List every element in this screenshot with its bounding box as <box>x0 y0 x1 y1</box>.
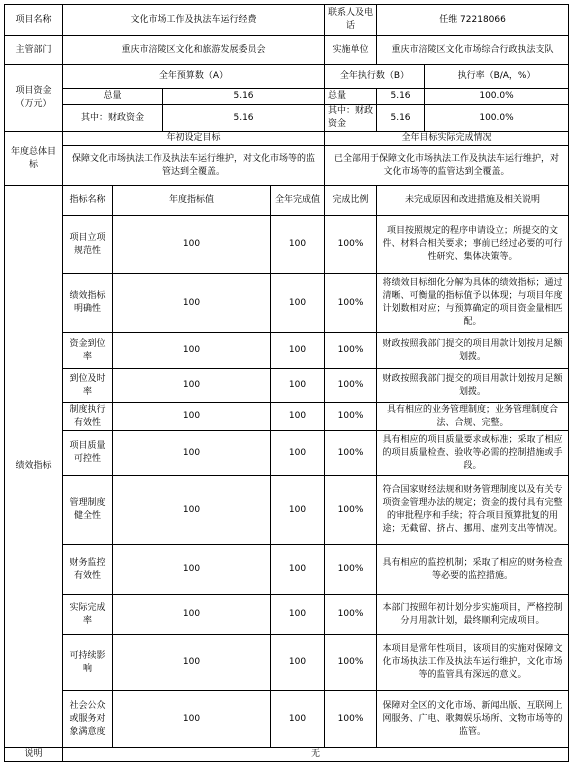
row-ratio: 100% <box>325 635 377 691</box>
table-row <box>5 274 569 333</box>
row-ratio: 100% <box>325 274 377 333</box>
total-exec: 5.16 <box>377 89 425 105</box>
row-target: 100 <box>113 216 271 274</box>
note-label: 说明 <box>5 748 63 762</box>
fiscal-label-2: 其中：财政资金 <box>325 105 377 132</box>
row-note: 财政按照我部门提交的项目用款计划按月足额划拨。 <box>377 369 569 403</box>
perf-header-row <box>5 186 569 216</box>
funds-label: 项目资金（万元） <box>5 65 63 132</box>
row-ratio: 100% <box>325 476 377 545</box>
table-row <box>5 476 569 545</box>
total-label: 总量 <box>63 89 163 105</box>
row-note: 保障对全区的文化市场、新闻出版、互联网上网服务、广电、歌舞娱乐场所、文物市场等的监管。 <box>377 691 569 748</box>
row-ratio: 100% <box>325 333 377 369</box>
goal-text-row <box>5 146 569 186</box>
row-done: 100 <box>271 545 325 595</box>
row-ratio: 100% <box>325 403 377 431</box>
row-ratio: 100% <box>325 216 377 274</box>
row-done: 100 <box>271 216 325 274</box>
goal-header-row <box>5 132 569 146</box>
impl-label: 实施单位 <box>325 36 377 65</box>
funds-fiscal-row <box>5 105 569 132</box>
row-done: 100 <box>271 274 325 333</box>
row-name: 管理制度健全性 <box>63 476 113 545</box>
row-done: 100 <box>271 476 325 545</box>
table-row <box>5 545 569 595</box>
row-note: 具有相应的监控机制；采取了相应的财务检查等必要的监控措施。 <box>377 545 569 595</box>
col-target: 年度指标值 <box>113 186 271 216</box>
table-row <box>5 403 569 431</box>
row-name: 项目立项规范性 <box>63 216 113 274</box>
rate-header: 执行率（B/A，%） <box>425 65 569 89</box>
fiscal-exec: 5.16 <box>377 105 425 132</box>
row-target: 100 <box>113 595 271 635</box>
row-done: 100 <box>271 635 325 691</box>
goal-set-text: 保障文化市场执法工作及执法车运行维护，对文化市场等的监管达到全覆盖。 <box>63 146 325 186</box>
budget-header: 全年预算数（A） <box>63 65 325 89</box>
table-row <box>5 333 569 369</box>
row-note: 项目按照规定的程序申请设立；所提交的文件、材料合相关要求；事前已经过必要的可行性研究、集体决策等。 <box>377 216 569 274</box>
funds-total-row <box>5 89 569 105</box>
row-target: 100 <box>113 635 271 691</box>
footer-row <box>5 748 569 762</box>
goal-actual-header: 全年目标实际完成情况 <box>325 132 569 146</box>
row-target: 100 <box>113 691 271 748</box>
table-row <box>5 369 569 403</box>
total-label-2: 总量 <box>325 89 377 105</box>
fiscal-label: 其中：财政资金 <box>63 105 163 132</box>
perf-label: 绩效指标 <box>5 186 63 748</box>
performance-table <box>4 4 569 762</box>
note-text: 无 <box>63 748 569 762</box>
dept-label: 主管部门 <box>5 36 63 65</box>
col-ratio: 完成比例 <box>325 186 377 216</box>
row-ratio: 100% <box>325 369 377 403</box>
row-name: 财务监控有效性 <box>63 545 113 595</box>
row-target: 100 <box>113 369 271 403</box>
contact-label: 联系人及电话 <box>325 5 377 36</box>
row-name: 社会公众或服务对象满意度 <box>63 691 113 748</box>
row-done: 100 <box>271 595 325 635</box>
row-name: 绩效指标明确性 <box>63 274 113 333</box>
row-name: 项目质量可控性 <box>63 431 113 476</box>
row-ratio: 100% <box>325 691 377 748</box>
row-target: 100 <box>113 545 271 595</box>
goal-label: 年度总体目标 <box>5 132 63 186</box>
row-ratio: 100% <box>325 545 377 595</box>
row-target: 100 <box>113 333 271 369</box>
col-reason: 未完成原因和改进措施及相关说明 <box>377 186 569 216</box>
row-ratio: 100% <box>325 595 377 635</box>
row-target: 100 <box>113 476 271 545</box>
project-name-label: 项目名称 <box>5 5 63 36</box>
total-budget: 5.16 <box>163 89 325 105</box>
contact-value: 任维 72218066 <box>377 5 569 36</box>
row-name: 资金到位率 <box>63 333 113 369</box>
fiscal-budget: 5.16 <box>163 105 325 132</box>
row-name: 可持续影响 <box>63 635 113 691</box>
funds-header-row <box>5 65 569 89</box>
goal-actual-text: 已全部用于保障文化市场执法工作及执法车运行维护，对文化市场等的监管达到全覆盖。 <box>325 146 569 186</box>
col-done: 全年完成值 <box>271 186 325 216</box>
table-row <box>5 431 569 476</box>
row-target: 100 <box>113 403 271 431</box>
row-target: 100 <box>113 431 271 476</box>
row-done: 100 <box>271 403 325 431</box>
fiscal-rate: 100.0% <box>425 105 569 132</box>
row-name: 实际完成率 <box>63 595 113 635</box>
table-row <box>5 595 569 635</box>
row-note: 本项目是常年性项目，该项目的实施对保障文化市场执法工作及执法车运行维护，文化市场等的监管具有深远的意义。 <box>377 635 569 691</box>
row-done: 100 <box>271 369 325 403</box>
header-row-2 <box>5 36 569 65</box>
col-name: 指标名称 <box>63 186 113 216</box>
impl-value: 重庆市涪陵区文化市场综合行政执法支队 <box>377 36 569 65</box>
row-done: 100 <box>271 691 325 748</box>
row-name: 制度执行有效性 <box>63 403 113 431</box>
dept-value: 重庆市涪陵区文化和旅游发展委员会 <box>63 36 325 65</box>
row-note: 具有相应的业务管理制度；业务管理制度合法、合规、完整。 <box>377 403 569 431</box>
row-note: 将绩效目标细化分解为具体的绩效指标；通过清晰、可衡量的指标值予以体现；与项目年度计划数相对应；与预算确定的项目资金量相匹配。 <box>377 274 569 333</box>
table-row <box>5 216 569 274</box>
table-row <box>5 635 569 691</box>
table-row <box>5 691 569 748</box>
row-note: 符合国家财经法规和财务管理制度以及有关专项资金管理办法的规定；资金的拨付具有完整的审批程序和手续；符合项目预算批复的用途；无截留、挤占、挪用、虚列支出等情况。 <box>377 476 569 545</box>
row-target: 100 <box>113 274 271 333</box>
row-note: 财政按照我部门提交的项目用款计划按月足额划拨。 <box>377 333 569 369</box>
row-done: 100 <box>271 333 325 369</box>
goal-set-header: 年初设定目标 <box>63 132 325 146</box>
header-row-1 <box>5 5 569 36</box>
total-rate: 100.0% <box>425 89 569 105</box>
row-note: 本部门按照年初计划分步实施项目，严格控制分月用款计划，最终顺利完成项目。 <box>377 595 569 635</box>
project-name-value: 文化市场工作及执法车运行经费 <box>63 5 325 36</box>
row-done: 100 <box>271 431 325 476</box>
row-ratio: 100% <box>325 431 377 476</box>
exec-header: 全年执行数（B） <box>325 65 425 89</box>
row-note: 具有相应的项目质量要求或标准；采取了相应的项目质量检查、验收等必需的控制措施或手段。 <box>377 431 569 476</box>
row-name: 到位及时率 <box>63 369 113 403</box>
